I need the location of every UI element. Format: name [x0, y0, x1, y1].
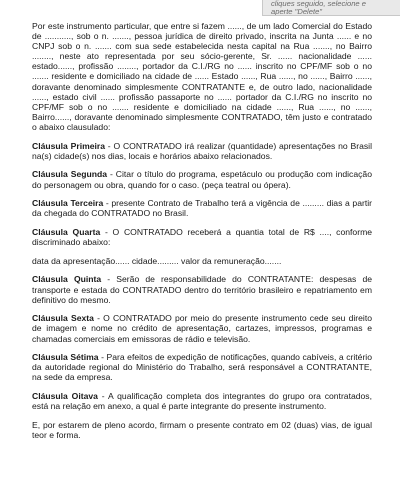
instruction-note-line-2: aperte "Delete"	[271, 6, 322, 16]
clause-title: Cláusula Quinta	[32, 274, 102, 285]
intro-paragraph: Por este instrumento particular, que entre si fazem ......, de um lado Comercial do Estado de ..........., sob o n. ......., pessoa jurídica de direito privado, inscrita na Junta ...... e no CNPJ sob o n. ....... com sua sede estabelecida nesta capital na Rua ......., no Bairro ........, neste ato representada por seu sócio-gerente, Sr. ...... nacionalidade ...... estado......, profissão ........, portador da C.I./RG no ...... inscrito no CPF/MF sob o no ....... residente e domiciliado na cidade de ...... Estado ......, Rua ......, no ......, Bairro ......, doravante denominado simplesmente CONTRATANTE e, de outro lado, nacionalidade ......, estado civil ...... profissão passaporte no ...... portador da C.I./RG no inscrito no CPF/MF sob o no ....... residente e domiciliado na cidade ......, Rua ......, no ......, Bairro......, doravante denominado simplesmente CONTRATADO, têm justo e contratado o abaixo clausulado:	[32, 21, 372, 132]
clause-sexta	[32, 313, 372, 343]
clause-text: - O CONTRATADO por meio do presente instrumento cede seu direito de imagem e nome no crédito de apresentação, cartazes, impressos, programas e chamadas comerciais em emissoras de rádio e televisão.	[32, 313, 372, 344]
clause-text: - presente Contrato de Trabalho terá a vigência de ......... dias a partir da chegada do CONTRATADO no Brasil.	[32, 198, 372, 219]
clause-text: - Para efeitos de expedição de notificações, quando cabíveis, a critério da autoridade regional do Ministério do Trabalho, será responsável a CONTRATANTE, na sede da empresa.	[32, 352, 372, 383]
clause-title: Cláusula Primeira	[32, 140, 106, 151]
instruction-note-line-1: cliques seguido, selecione e	[271, 0, 366, 8]
closing-paragraph: E, por estarem de pleno acordo, firmam o presente contrato em 02 (duas) vias, de igual teor e forma.	[32, 419, 372, 440]
clause-quarta	[32, 227, 372, 247]
clause-terceira	[32, 198, 372, 218]
clause-title: Cláusula Sétima	[32, 352, 99, 363]
clause-title: Cláusula Segunda	[32, 169, 108, 180]
clause-primeira	[32, 141, 372, 161]
clause-quinta	[32, 274, 372, 304]
clause-text: - Serão de responsabilidade do CONTRATANTE: despesas de transporte e estada do CONTRATADO dentro do território brasileiro e repatriamento em definitivo do mesmo.	[32, 274, 373, 305]
clause-text: - A qualificação completa dos integrantes do grupo ora contratados, está na relação em anexo, a qual é parte integrante do presente instrumento.	[32, 391, 372, 412]
clause-title: Cláusula Quarta	[32, 226, 101, 237]
clause-text: - O CONTRATADO irá realizar (quantidade) apresentações no Brasil na(s) cidade(s) nos dias, locais e horários abaixo relacionados.	[32, 140, 372, 161]
contract-document	[32, 21, 372, 449]
clause-oitava	[32, 391, 372, 411]
presentation-line: data da apresentação...... cidade......... valor da remuneração.......	[32, 255, 282, 266]
clause-segunda	[32, 169, 372, 189]
clause-setima	[32, 352, 372, 382]
instruction-note	[262, 0, 400, 16]
clause-title: Cláusula Oitava	[32, 391, 98, 402]
clause-text: - O CONTRATADO receberá a quantia total de R$ ...., conforme discriminado abaixo:	[32, 226, 373, 248]
clause-title: Cláusula Terceira	[32, 198, 104, 209]
clause-title: Cláusula Sexta	[32, 313, 94, 324]
clause-text: - Citar o título do programa, espetáculo ou produção com indicação do personagem ou obra, quando for o caso. (peça teatral ou ópera).	[32, 169, 372, 190]
